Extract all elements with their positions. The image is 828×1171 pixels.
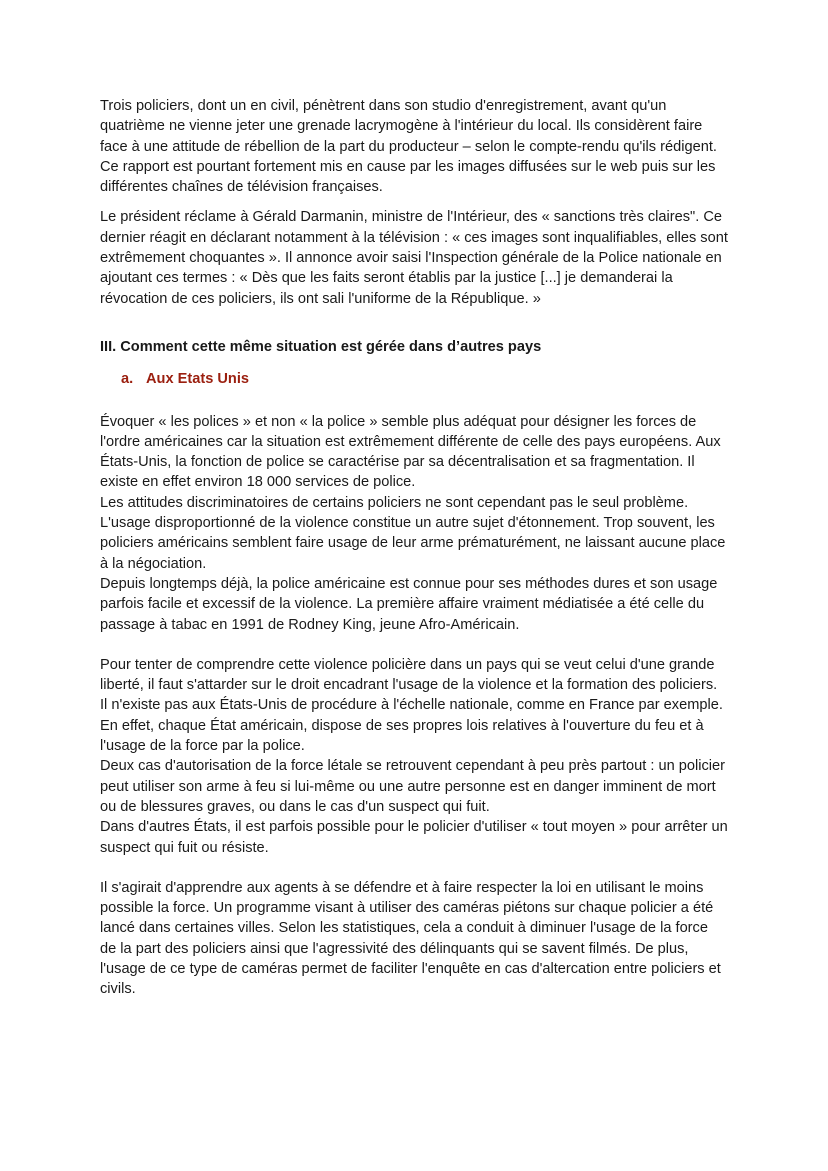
body-block-2 (100, 655, 728, 858)
intro-paragraph-2: Le président réclame à Gérald Darmanin, ministre de l'Intérieur, des « sanctions très claires". Ce dernier réagit en déclarant notamment à la télévision : « ces images sont inqualifiables, elles sont extrêmement choquantes ». Il annonce avoir saisi l'Inspection générale de la Police nationale en ajoutant ces termes : « Dès que les faits seront établis par la justice [...] je demanderai la révocation de ces policiers, ils ont sali l'uniforme de la République. » (100, 209, 728, 307)
body-block-3 (100, 878, 728, 1000)
body-paragraph: Deux cas d'autorisation de la force létale se retrouvent cependant à peu près partout : un policier peut utiliser son arme à feu si lui-même ou une autre personne est en danger imminent de mort ou de blessures graves, ou dans le cas d'un suspect qui fuit. (100, 758, 726, 815)
intro-paragraph-1: Trois policiers, dont un en civil, pénètrent dans son studio d'enregistrement, avant qu'un quatrième ne vienne jeter une grenade lacrymogène à l'intérieur du local. Ils considèrent faire face à une attitude de rébellion de la part du producteur – selon le compte-rendu qu'ils rédigent. Ce rapport est pourtant fortement mis en cause par les images diffusées sur le web puis sur les différentes chaînes de télévision françaises. (100, 98, 717, 196)
subsection-marker: a. (121, 371, 134, 388)
document-page (100, 96, 728, 1000)
subsection-heading (121, 369, 728, 389)
subsection-title: Aux Etats Unis (146, 371, 249, 388)
body-paragraph: Dans d'autres États, il est parfois possible pour le policier d'utiliser « tout moyen » pour arrêter un suspect qui fuit ou résiste. (100, 819, 728, 856)
section-heading: III. Comment cette même situation est gérée dans d’autres pays (100, 338, 542, 355)
body-paragraph: Il s'agirait d'apprendre aux agents à se défendre et à faire respecter la loi en utilisant le moins possible la force. Un programme visant à utiliser des caméras piétons sur chaque policier a été lancé dans certaines villes. Selon les statistiques, cela a conduit à diminuer l'usage de la force de la part des policiers ainsi que l'agressivité des délinquants qui se savent filmés. De plus, l'usage de ce type de caméras permet de faciliter l'enquête en cas d'altercation entre policiers et civils. (100, 879, 721, 998)
body-block-1 (100, 412, 728, 635)
body-paragraph: Pour tenter de comprendre cette violence policière dans un pays qui se veut celui d'une grande liberté, il faut s'attarder sur le droit encadrant l'usage de la violence et la formation des policiers. (100, 656, 718, 694)
body-paragraph: Les attitudes discriminatoires de certains policiers ne sont cependant pas le seul problème. L'usage disproportionné de la violence constitue un autre sujet d'étonnement. Trop souvent, les policiers américains semblent faire usage de leur arme prématurément, ne laissant aucune place à la négociation. (100, 494, 726, 572)
body-paragraph: Il n'existe pas aux États-Unis de procédure à l'échelle nationale, comme en France par exemple. En effet, chaque État américain, dispose de ses propres lois relatives à l'ouverture du feu et à l'usage de la force par la police. (100, 697, 723, 755)
body-paragraph: Depuis longtemps déjà, la police américaine est connue pour ses méthodes dures et son usage parfois facile et excessif de la violence. La première affaire vraiment médiatisée a été celle du passage à tabac en 1991 de Rodney King, jeune Afro-Américain. (100, 575, 718, 633)
body-paragraph: Évoquer « les polices » et non « la police » semble plus adéquat pour désigner les forces de l'ordre américaines car la situation est extrêmement différente de celle des pays européens. Aux États-Unis, la fonction de police se caractérise par sa décentralisation et sa fragmentation. Il existe en effet environ 18 000 services de police. (100, 413, 721, 491)
